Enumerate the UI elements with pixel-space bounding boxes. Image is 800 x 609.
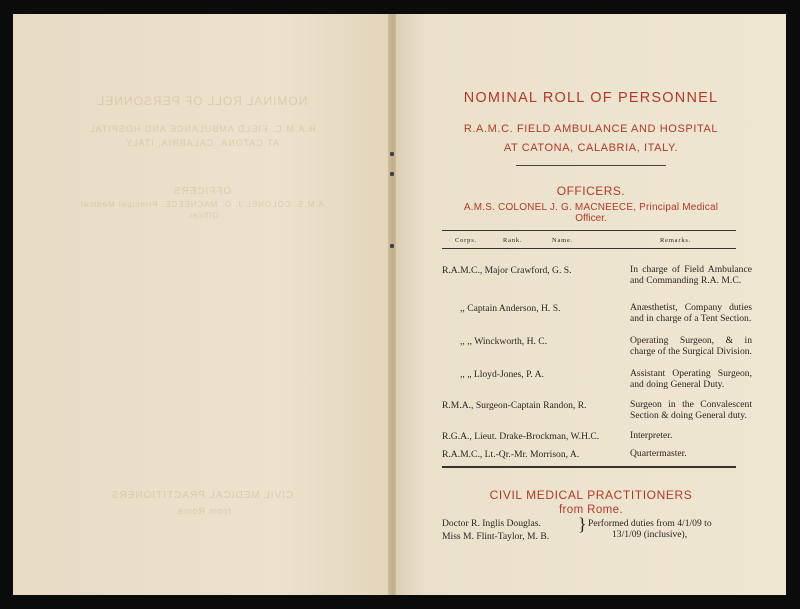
officer-remarks: Assistant Operating Surgeon, and doing General Duty. (630, 368, 752, 390)
officer-entry: ,, Captain Anderson, H. S. (460, 303, 561, 314)
officer-remarks: In charge of Field Ambulance and Commanding R.A. M.C. (630, 264, 752, 286)
unit-location: AT CATONA, CALABRIA, ITALY. (503, 142, 679, 154)
binding-stitch (390, 172, 394, 176)
officer-remarks: Operating Surgeon, & in charge of the Surgical Division. (630, 335, 752, 357)
ghost-officers: OFFICERS (172, 186, 232, 197)
officer-remarks: Surgeon in the Convalescent Section & doing General duty. (630, 399, 752, 421)
unit-name: R.A.M.C. FIELD AMBULANCE AND HOSPITAL (463, 123, 719, 135)
officer-entry: R.A.M.C., Major Crawford, G. S. (442, 265, 572, 276)
ghost-title: NOMINAL ROLL OF PERSONNEL (96, 94, 308, 108)
officer-entry: ,, „ Lloyd-Jones, P. A. (460, 369, 544, 380)
title-divider (516, 165, 666, 166)
civil-heading: CIVIL MEDICAL PRACTITIONERS (489, 488, 693, 502)
civil-practitioner-1: Doctor R. Inglis Douglas. (442, 518, 541, 529)
civil-practitioner-2: Miss M. Flint-Taylor, M. B. (442, 531, 550, 542)
ghost-subtitle-2: AT CATONA, CALABRIA, ITALY (124, 138, 280, 148)
right-page (396, 14, 786, 595)
officer-entry: R.M.A., Surgeon-Captain Randon, R. (442, 400, 587, 411)
header-corps: Corps. (455, 237, 477, 244)
ghost-subtitle-1: R.A.M.C. FIELD AMBULANCE AND HOSPITAL (88, 124, 316, 134)
header-rank: Rank. (503, 237, 523, 244)
civil-duty-line-2: 13/1/09 (inclusive), (612, 529, 688, 540)
officers-heading: OFFICERS. (556, 184, 626, 198)
ghost-civil: CIVIL MEDICAL PRACTITIONERS (110, 490, 294, 501)
principal-officer-line-2: Officer. (575, 213, 607, 224)
civil-duty-line-1: Performed duties from 4/1/09 to (588, 518, 712, 529)
officer-entry: R.A.M.C., Lt.-Qr.-Mr. Morrison, A. (442, 449, 580, 460)
officer-remarks: Quartermaster. (630, 448, 687, 459)
principal-officer-line-1: A.M.S. COLONEL J. G. MACNEECE, Principal Medical (463, 202, 719, 213)
ghost-principal-1: A.M.S. COLONEL J. G. MACNEECE, Principal Medical (80, 200, 324, 209)
ghost-civil-sub: from Rome. (173, 506, 231, 516)
ghost-principal-2: Officer. (185, 211, 219, 220)
officer-remarks: Interpreter. (630, 430, 673, 441)
header-remarks: Remarks. (660, 237, 692, 244)
officer-remarks: Anæsthetist, Company duties and in charge of a Tent Section. (630, 302, 752, 324)
header-name: Name. (552, 237, 574, 244)
officer-entry: ,, ,, Winckworth, H. C. (460, 336, 548, 347)
binding-stitch (390, 244, 394, 248)
table-top-rule (442, 230, 736, 231)
table-header-rule (442, 248, 736, 249)
officer-entry: R.G.A., Lieut. Drake-Brockman, W.H.C. (442, 431, 600, 442)
civil-subheading: from Rome. (558, 504, 624, 516)
brace: } (578, 514, 587, 534)
left-page (13, 14, 391, 595)
page-title: NOMINAL ROLL OF PERSONNEL (463, 90, 719, 106)
table-bottom-rule (442, 466, 736, 468)
binding-stitch (390, 152, 394, 156)
